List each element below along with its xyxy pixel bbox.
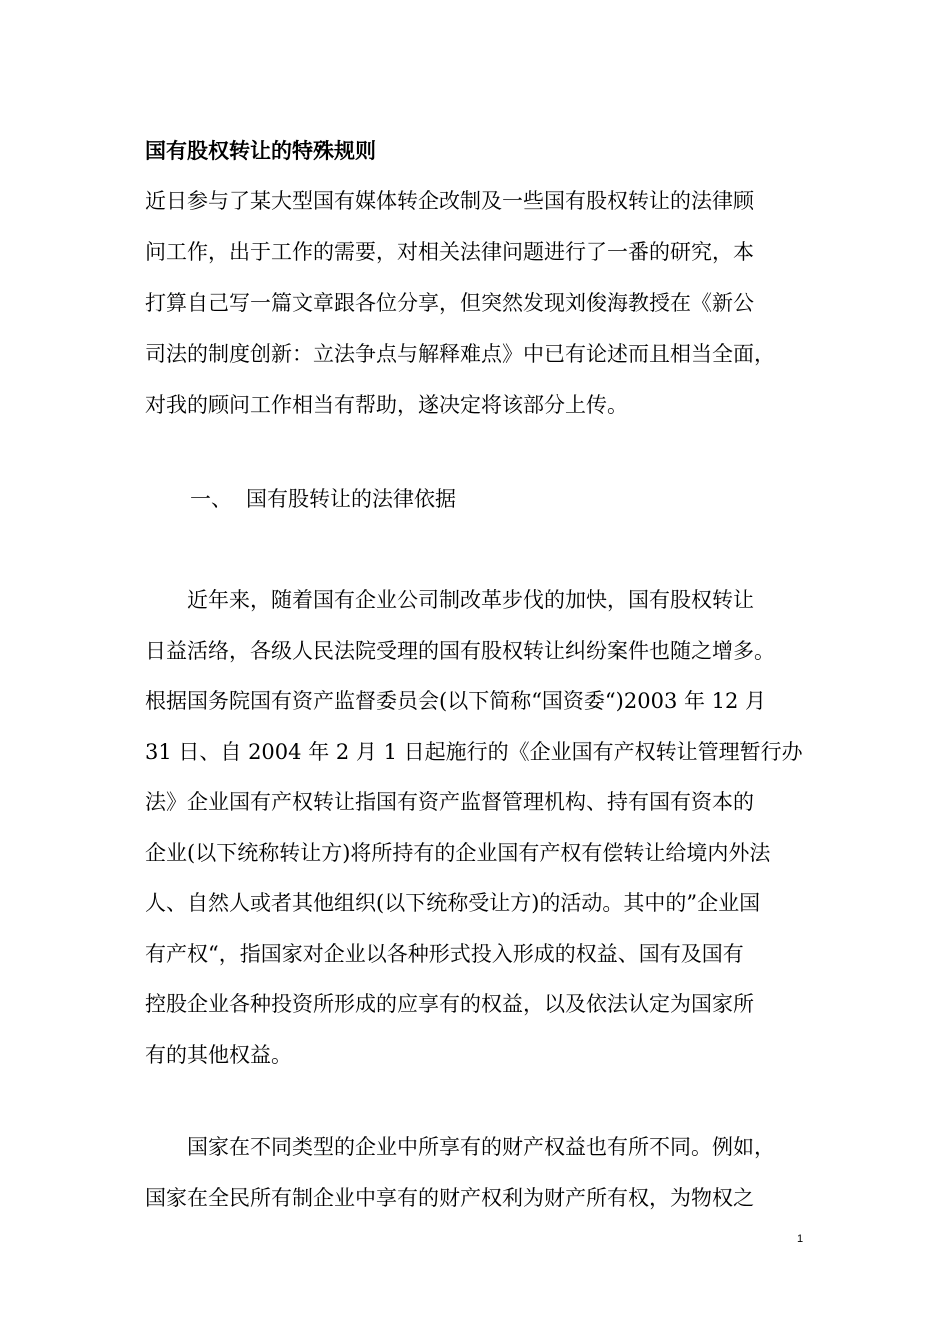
paragraph-line: 国家在全民所有制企业中享有的财产权利为财产所有权，为物权之 bbox=[145, 1186, 754, 1210]
paragraph-line: 有的其他权益。 bbox=[145, 1043, 292, 1067]
intro-line: 问工作，出于工作的需要，对相关法律问题进行了一番的研究，本 bbox=[145, 240, 754, 264]
paragraph-line: 企业(以下统称转让方)将所持有的企业国有产权有偿转让给境内外法 bbox=[145, 841, 771, 865]
paragraph-line: 控股企业各种投资所形成的应享有的权益，以及依法认定为国家所 bbox=[145, 992, 754, 1016]
intro-line: 打算自己写一篇文章跟各位分享，但突然发现刘俊海教授在《新公 bbox=[145, 291, 754, 315]
intro-line: 对我的顾问工作相当有帮助，遂决定将该部分上传。 bbox=[145, 393, 628, 417]
section-heading: 国有股转让的法律依据 bbox=[246, 487, 456, 511]
paragraph-line: 法》企业国有产权转让指国有资产监督管理机构、持有国有资本的 bbox=[145, 790, 754, 814]
intro-line: 司法的制度创新：立法争点与解释难点》中已有论述而且相当全面， bbox=[145, 342, 775, 366]
paragraph-line: 国家在不同类型的企业中所享有的财产权益也有所不同。例如， bbox=[145, 1135, 775, 1159]
page-number: 1 bbox=[797, 1233, 804, 1245]
paragraph-line: 近年来，随着国有企业公司制改革步伐的加快，国有股权转让 bbox=[145, 588, 754, 612]
paragraph-line: 根据国务院国有资产监督委员会(以下简称“国资委“)2003 年 12 月 bbox=[145, 689, 767, 713]
paragraph-line: 日益活络，各级人民法院受理的国有股权转让纠纷案件也随之增多。 bbox=[145, 639, 775, 663]
section-number: 一、 bbox=[190, 487, 232, 511]
document-title: 国有股权转让的特殊规则 bbox=[145, 138, 376, 163]
paragraph-line: 有产权“，指国家对企业以各种形式投入形成的权益、国有及国有 bbox=[145, 942, 744, 966]
paragraph-line: 人、自然人或者其他组织(以下统称受让方)的活动。其中的”企业国 bbox=[145, 891, 761, 915]
paragraph-line: 31 日、自 2004 年 2 月 1 日起施行的《企业国有产权转让管理暂行办 bbox=[145, 740, 803, 764]
intro-line: 近日参与了某大型国有媒体转企改制及一些国有股权转让的法律顾 bbox=[145, 189, 754, 213]
